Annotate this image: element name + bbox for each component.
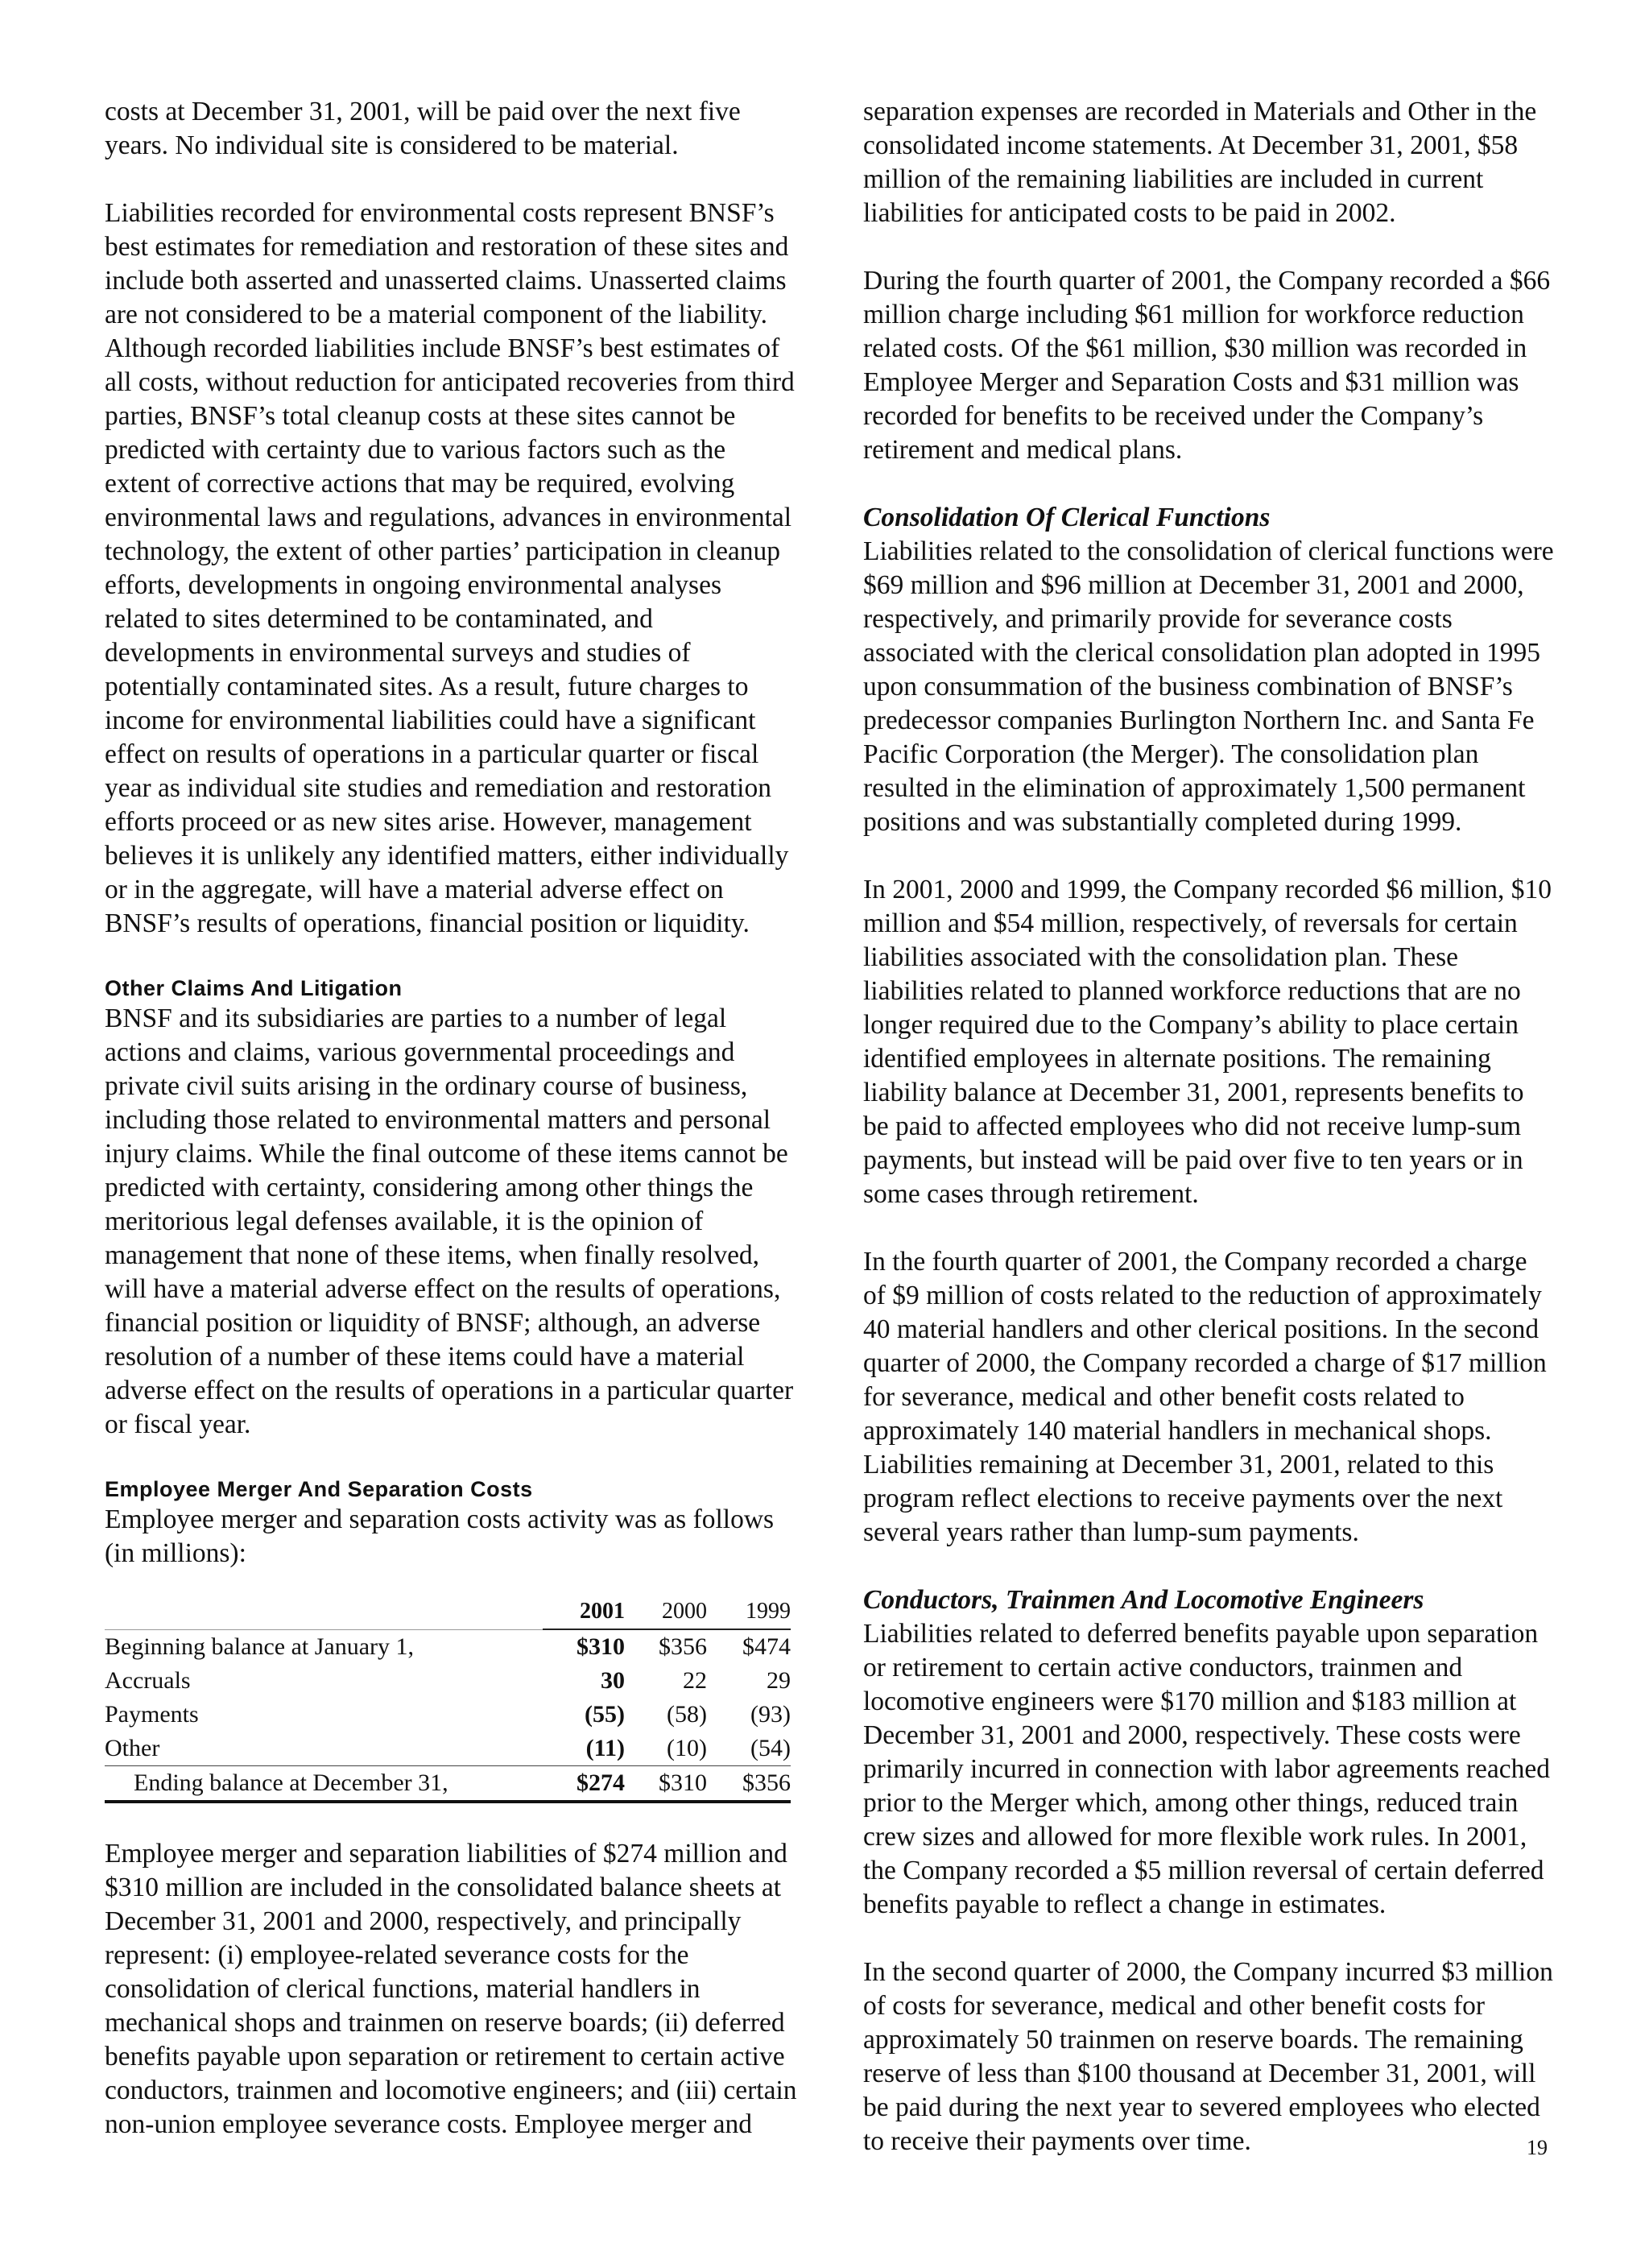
cell-1999: (54) [707,1732,791,1766]
cell-2000: (58) [667,1701,707,1728]
paragraph: In the second quarter of 2000, the Company incurred $3 million of costs for severance, medical and other benefit costs for approximately 50 trainmen on reserve boards. The remaining reserve of less than $100 thousand at December 31, 2001, will be paid during the next year to severed employees who elected to receive their payments over time. [863,1957,1553,2156]
cell-2001: (11) [543,1732,625,1766]
cell-2001: 30 [601,1667,625,1694]
cell-1999: 29 [767,1667,791,1694]
cell-2001: $274 [543,1766,625,1802]
page-number: 19 [1527,2136,1548,2159]
cell-1999: (93) [750,1701,791,1728]
row-label: Payments [105,1701,199,1728]
paragraph: separation expenses are recorded in Materials and Other in the consolidated income statements. At December 31, 2001, $58 million of the remaining liabilities are included in current liabilities for anticipated costs to be paid in 2002. [863,97,1537,228]
table-row [105,1732,791,1766]
row-label: Ending balance at December 31, [105,1766,543,1802]
paragraph: Employee merger and separation costs activity was as follows (in millions): [105,1504,775,1568]
paragraph: In the fourth quarter of 2001, the Company recorded a charge of $9 million of costs related to the reduction of approximately 40 material handlers and other clerical positions. In the second quarter of 2000, the Company recorded a charge of $17 million for severance, medical and other benefit costs related to approximately 140 material handlers in mechanical shops. Liabilities remaining at December 31, 2001, related to this program reflect elections to receive payments over the next several years rather than lump-sum payments. [863,1247,1547,1547]
paragraph: During the fourth quarter of 2001, the Company recorded a $66 million charge including $61 million for workforce reduction related costs. Of the $61 million, $30 million was recorded in Employee Merger and Separation Costs and $31 million was recorded for benefits to be received under the Company’s retirement and medical plans. [863,266,1551,465]
cell-1999: $474 [742,1633,791,1660]
section-heading-merger: Employee Merger And Separation Costs [105,1477,533,1501]
paragraph: Liabilities related to deferred benefits payable upon separation or retirement to certain active conductors, trainmen and locomotive engineers were $170 million and $183 million at December 31, 2001 and 2000, respectively. These costs were primarily incurred in connection with labor agreements reached prior to the Merger which, among other things, reduced train crew sizes and allowed for more flexible work rules. In 2001, the Company recorded a $5 million reversal of certain deferred benefits payable to reflect a change in estimates. [863,1619,1550,1919]
cell-2001: $310 [577,1633,625,1660]
paragraph: Liabilities recorded for environmental costs represent BNSF’s best estimates for remediation and restoration of these sites and include both asserted and unasserted claims. Unasserted claims are not considered to be a material component of the liability. Although recorded liabilities include BNSF’s best estimates of all costs, without reduction for anticipated recoveries from third parties, BNSF’s total cleanup costs at these sites cannot be predicted with certainty due to various factors such as the extent of corrective actions that may be required, evolving environmental laws and regulations, advances in environmental technology, the extent of other parties’ participation in cleanup efforts, developments in ongoing environmental analyses related to sites determined to be contaminated, and developments in environmental surveys and studies of potentially contaminated sites. As a result, future charges to income for environmental liabilities could have a significant effect on results of operations in a particular quarter or fiscal year as individual site studies and remediation and restoration efforts proceed or as new sites arise. However, management believes it is unlikely any identified matters, either individually or in the aggregate, will have a material adverse effect on BNSF’s results of operations, financial position or liquidity. [105,198,795,938]
year-2000: 2000 [625,1595,707,1629]
paragraph: Employee merger and separation liabilities of $274 million and $310 million are included in the consolidated balance sheets at December 31, 2001 and 2000, respectively, and principally represent: (i) employee-related severance costs for the consolidation of clerical functions, material handlers in mechanical shops and trainmen on reserve boards; (ii) deferred benefits payable upon separation or retirement to certain active conductors, trainmen and locomotive engineers; and (iii) certain non-union employee severance costs. Employee merger and [105,1839,797,2139]
right-column [863,95,1556,2158]
row-label: Other [105,1732,543,1766]
table-header-row [105,1595,791,1629]
row-label: Beginning balance at January 1, [105,1629,543,1664]
paragraph: Liabilities related to the consolidation of clerical functions were $69 million and $96 million at December 31, 2001 and 2000, respectively, and primarily provide for severance costs associated with the clerical consolidation plan adopted in 1995 upon consummation of the business combination of BNSF’s predecessor companies Burlington Northern Inc. and Santa Fe Pacific Corporation (the Merger). The consolidation plan resulted in the elimination of approximately 1,500 permanent positions and was substantially completed during 1999. [863,536,1554,837]
cell-1999: $356 [707,1766,791,1802]
left-column [105,95,797,2142]
year-1999: 1999 [707,1595,791,1629]
table-row [105,1698,791,1732]
section-heading-claims: Other Claims And Litigation [105,976,403,1000]
table-row-total [105,1766,791,1802]
table-header-label [105,1595,543,1629]
cell-2000: $356 [659,1633,707,1660]
table-row [105,1629,791,1664]
year-2001: 2001 [543,1595,625,1629]
cell-2000: $310 [625,1766,707,1802]
paragraph: BNSF and its subsidiaries are parties to a number of legal actions and claims, various governmental proceedings and private civil suits arising in the ordinary course of business, including those related to environmental matters and personal injury claims. While the final outcome of these items cannot be predicted with certainty, considering among other things the meritorious legal defenses available, it is the opinion of management that none of these items, when finally resolved, will have a material adverse effect on the results of operations, financial position or liquidity of BNSF; although, an adverse resolution of a number of these items could have a material adverse effect on the results of operations in a particular quarter or fiscal year. [105,1004,794,1439]
cell-2001: (55) [585,1701,625,1728]
cell-2000: 22 [683,1667,707,1694]
paragraph: In 2001, 2000 and 1999, the Company recorded $6 million, $10 million and $54 million, respectively, of reversals for certain liabilities associated with the consolidation plan. These liabilities related to planned workforce reductions that are no longer required due to the Company’s ability to place certain identified employees in alternate positions. The remaining liability balance at December 31, 2001, represents benefits to be paid to affected employees who did not receive lump-sum payments, but instead will be paid over five to ten years or in some cases through retirement. [863,875,1552,1209]
section-heading-clerical: Consolidation Of Clerical Functions [863,503,1271,532]
table-row [105,1664,791,1698]
cell-2000: (10) [625,1732,707,1766]
section-heading-conductors: Conductors, Trainmen And Locomotive Engineers [863,1585,1424,1615]
merger-costs-table [105,1595,791,1803]
row-label: Accruals [105,1667,191,1694]
paragraph: costs at December 31, 2001, will be paid over the next five years. No individual site is considered to be material. [105,97,741,160]
